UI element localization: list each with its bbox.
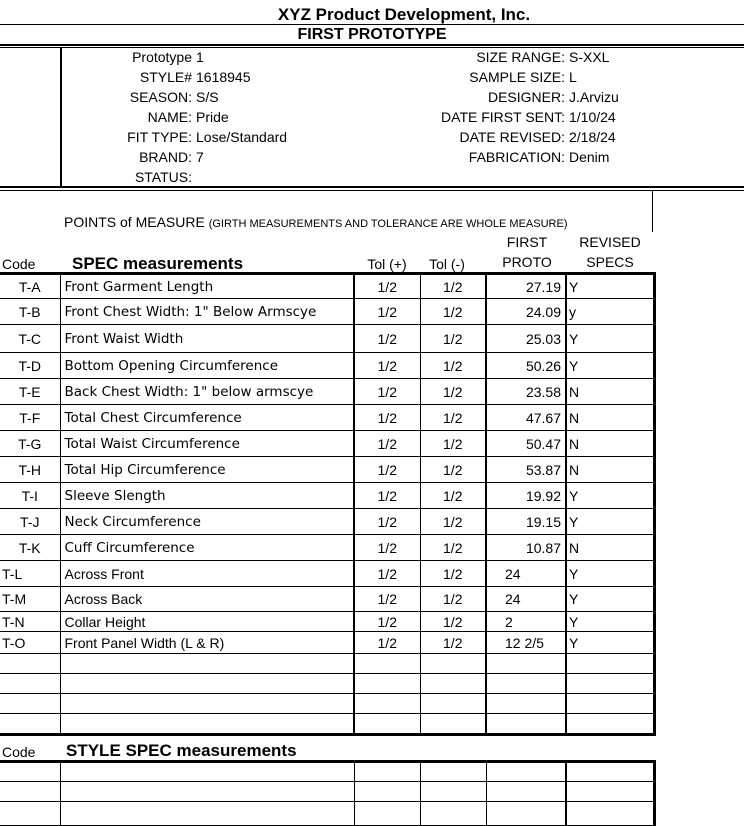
spec-tol-plus: 1/2: [354, 509, 420, 535]
col-header-proto: PROTO: [502, 254, 552, 270]
col-header-revised: REVISED: [579, 234, 641, 250]
info-right-value: Denim: [569, 149, 610, 165]
info-right-value: S-XXL: [569, 49, 610, 65]
spec-revised: Y: [566, 587, 654, 612]
spec-row: [0, 535, 654, 561]
spec-code: T-A: [0, 274, 60, 299]
spec-row-empty: [0, 654, 654, 674]
info-left-label: FIT TYPE:: [127, 129, 192, 145]
empty-cell: [0, 802, 60, 826]
spec-first-proto: 50.26: [486, 353, 566, 379]
info-left-value: 1618945: [196, 69, 251, 85]
empty-cell: [566, 654, 654, 674]
spec-tol-plus: 1/2: [354, 561, 420, 587]
style-col-header-code: Code: [2, 744, 36, 760]
spec-first-proto: 12 2/5: [486, 632, 566, 654]
empty-cell: [60, 654, 354, 674]
info-left-value: Lose/Standard: [196, 129, 288, 145]
spec-tol-plus: 1/2: [354, 535, 420, 561]
spec-revised: Y: [566, 561, 654, 587]
empty-cell: [60, 714, 354, 735]
empty-cell: [0, 654, 60, 674]
info-left-label: STYLE#: [139, 69, 192, 85]
document-title: FIRST PROTOTYPE: [297, 26, 447, 43]
spec-tol-plus: 1/2: [354, 457, 420, 483]
spec-tol-minus: 1/2: [420, 483, 486, 509]
empty-cell: [486, 674, 566, 694]
spec-tol-minus: 1/2: [420, 274, 486, 299]
spec-first-proto: 23.58: [486, 379, 566, 405]
info-left-label: STATUS:: [134, 169, 192, 185]
spec-row: [0, 483, 654, 509]
info-left-value: S/S: [196, 89, 219, 105]
pom-note: (GIRTH MEASUREMENTS AND TOLERANCE ARE WHOLE MEASURE): [208, 218, 568, 230]
spec-first-proto: 2: [486, 612, 566, 632]
spec-first-proto: 47.67: [486, 405, 566, 431]
spec-description: Front Panel Width (L & R): [60, 632, 354, 654]
spec-first-proto: 10.87: [486, 535, 566, 561]
spec-description: Front Waist Width: [60, 325, 354, 353]
spec-tol-plus: 1/2: [354, 353, 420, 379]
info-right-label: DATE FIRST SENT:: [441, 109, 565, 125]
info-right-value: 2/18/24: [569, 129, 616, 145]
spec-row: [0, 274, 654, 299]
spec-row: [0, 632, 654, 654]
spec-tol-minus: 1/2: [420, 509, 486, 535]
style-spec-row: [0, 762, 654, 782]
spec-description: Back Chest Width: 1" below armscye: [60, 379, 354, 405]
spec-revised: N: [566, 405, 654, 431]
spec-tol-plus: 1/2: [354, 405, 420, 431]
col-header-specs: SPECS: [586, 254, 634, 270]
spec-revised: Y: [566, 483, 654, 509]
empty-cell: [486, 782, 566, 802]
spec-revised: N: [566, 379, 654, 405]
spec-tol-plus: 1/2: [354, 612, 420, 632]
empty-cell: [566, 782, 654, 802]
spec-row: [0, 509, 654, 535]
spec-tol-minus: 1/2: [420, 587, 486, 612]
spec-row-empty: [0, 714, 654, 735]
empty-cell: [420, 694, 486, 714]
divider: [0, 47, 744, 48]
spec-tol-plus: 1/2: [354, 379, 420, 405]
spec-first-proto: 25.03: [486, 325, 566, 353]
empty-cell: [420, 714, 486, 735]
spec-code: T-I: [0, 483, 60, 509]
spec-description: Total Hip Circumference: [60, 457, 354, 483]
spec-first-proto: 19.92: [486, 483, 566, 509]
spec-tol-minus: 1/2: [420, 325, 486, 353]
style-spec-table: [0, 760, 656, 826]
spec-row: [0, 353, 654, 379]
spec-row: [0, 561, 654, 587]
empty-cell: [0, 782, 60, 802]
empty-cell: [0, 674, 60, 694]
spec-revised: y: [566, 299, 654, 325]
empty-cell: [420, 654, 486, 674]
empty-cell: [486, 654, 566, 674]
empty-cell: [486, 802, 566, 826]
spec-first-proto: 27.19: [486, 274, 566, 299]
info-left-label: BRAND:: [139, 149, 192, 165]
spec-code: T-B: [0, 299, 60, 325]
info-right-label: SAMPLE SIZE:: [469, 69, 565, 85]
empty-cell: [354, 762, 420, 782]
spec-tol-plus: 1/2: [354, 274, 420, 299]
spec-description: Collar Height: [60, 612, 354, 632]
spec-code: T-G: [0, 431, 60, 457]
spec-revised: Y: [566, 612, 654, 632]
col-header-code: Code: [2, 256, 36, 272]
spec-tol-minus: 1/2: [420, 353, 486, 379]
style-spec-row: [0, 802, 654, 826]
spec-tol-plus: 1/2: [354, 325, 420, 353]
spec-description: Neck Circumference: [60, 509, 354, 535]
empty-cell: [0, 694, 60, 714]
empty-cell: [420, 762, 486, 782]
spec-revised: Y: [566, 274, 654, 299]
spec-description: Bottom Opening Circumference: [60, 353, 354, 379]
empty-cell: [60, 694, 354, 714]
spec-first-proto: 53.87: [486, 457, 566, 483]
spec-tol-minus: 1/2: [420, 632, 486, 654]
info-left-border: [60, 48, 62, 186]
divider: [0, 190, 744, 191]
spec-revised: Y: [566, 509, 654, 535]
info-left-value: 7: [196, 149, 204, 165]
spec-tol-plus: 1/2: [354, 483, 420, 509]
info-left-label: Prototype: [132, 49, 192, 65]
spec-tol-minus: 1/2: [420, 405, 486, 431]
empty-cell: [566, 714, 654, 735]
empty-cell: [354, 782, 420, 802]
info-left-value: Pride: [196, 109, 229, 125]
spec-row: [0, 379, 654, 405]
empty-cell: [420, 674, 486, 694]
spec-code: T-O: [0, 632, 60, 654]
spec-code: T-J: [0, 509, 60, 535]
col-header-first: FIRST: [506, 234, 548, 250]
empty-cell: [354, 674, 420, 694]
spec-row-empty: [0, 674, 654, 694]
spec-row: [0, 325, 654, 353]
info-right-label: FABRICATION:: [468, 149, 565, 165]
spec-code: T-D: [0, 353, 60, 379]
spec-first-proto: 24.09: [486, 299, 566, 325]
spec-tol-minus: 1/2: [420, 561, 486, 587]
spec-row: [0, 612, 654, 632]
divider: [652, 191, 653, 232]
pom-title: [64, 214, 568, 230]
company-name: XYZ Product Development, Inc.: [277, 5, 531, 24]
empty-cell: [60, 782, 354, 802]
spec-code: T-F: [0, 405, 60, 431]
spec-tol-minus: 1/2: [420, 431, 486, 457]
spec-first-proto: 24: [486, 561, 566, 587]
empty-cell: [354, 694, 420, 714]
spec-description: Sleeve Slength: [60, 483, 354, 509]
spec-description: Total Chest Circumference: [60, 405, 354, 431]
spec-row: [0, 299, 654, 325]
spec-tol-plus: 1/2: [354, 632, 420, 654]
spec-code: T-K: [0, 535, 60, 561]
spec-row: [0, 405, 654, 431]
divider: [0, 186, 744, 188]
info-right-label: DESIGNER:: [487, 89, 565, 105]
spec-description: Cuff Circumference: [60, 535, 354, 561]
spec-row: [0, 457, 654, 483]
spec-first-proto: 19.15: [486, 509, 566, 535]
spec-tol-plus: 1/2: [354, 587, 420, 612]
empty-cell: [566, 674, 654, 694]
spec-row-empty: [0, 694, 654, 714]
spec-revised: Y: [566, 353, 654, 379]
spec-tol-plus: 1/2: [354, 299, 420, 325]
spec-description: Across Front: [60, 561, 354, 587]
empty-cell: [486, 762, 566, 782]
spec-first-proto: 50.47: [486, 431, 566, 457]
spec-code: T-L: [0, 561, 60, 587]
empty-cell: [0, 714, 60, 735]
spec-code: T-N: [0, 612, 60, 632]
spec-tol-minus: 1/2: [420, 379, 486, 405]
info-left-label: SEASON:: [129, 89, 192, 105]
divider: [0, 44, 744, 46]
spec-first-proto: 24: [486, 587, 566, 612]
spec-tol-minus: 1/2: [420, 612, 486, 632]
spec-code: T-H: [0, 457, 60, 483]
empty-cell: [486, 694, 566, 714]
spec-code: T-C: [0, 325, 60, 353]
info-right-value: L: [569, 69, 577, 85]
spec-revised: N: [566, 457, 654, 483]
spec-description: Front Garment Length: [60, 274, 354, 299]
divider: [0, 24, 744, 25]
empty-cell: [566, 694, 654, 714]
empty-cell: [0, 762, 60, 782]
empty-cell: [420, 782, 486, 802]
style-spec-row: [0, 782, 654, 802]
spec-tol-minus: 1/2: [420, 457, 486, 483]
col-header-tol-plus: Tol (+): [367, 256, 407, 272]
col-header-spec: SPEC measurements: [72, 254, 244, 273]
empty-cell: [354, 714, 420, 735]
spec-revised: N: [566, 535, 654, 561]
spec-table: [0, 272, 656, 736]
spec-row: [0, 587, 654, 612]
info-right-value: J.Arvizu: [569, 89, 619, 105]
info-left-value: 1: [196, 49, 204, 65]
info-right-label: SIZE RANGE:: [476, 49, 565, 65]
empty-cell: [566, 802, 654, 826]
spec-revised: N: [566, 431, 654, 457]
spec-description: Front Chest Width: 1" Below Armscye: [60, 299, 354, 325]
col-header-tol-minus: Tol (-): [429, 256, 465, 272]
empty-cell: [60, 674, 354, 694]
empty-cell: [486, 714, 566, 735]
empty-cell: [60, 762, 354, 782]
empty-cell: [354, 654, 420, 674]
spec-tol-plus: 1/2: [354, 431, 420, 457]
spec-description: Total Waist Circumference: [60, 431, 354, 457]
empty-cell: [566, 762, 654, 782]
spec-description: Across Back: [60, 587, 354, 612]
info-left-label: NAME:: [147, 109, 192, 125]
spec-tol-minus: 1/2: [420, 535, 486, 561]
spec-revised: Y: [566, 632, 654, 654]
pom-title-text: POINTS of MEASURE: [64, 214, 205, 230]
style-spec-title: STYLE SPEC measurements: [66, 741, 297, 760]
info-right-label: DATE REVISED:: [459, 129, 565, 145]
spec-row: [0, 431, 654, 457]
empty-cell: [420, 802, 486, 826]
spec-tol-minus: 1/2: [420, 299, 486, 325]
spec-code: T-E: [0, 379, 60, 405]
info-right-value: 1/10/24: [569, 109, 616, 125]
empty-cell: [354, 802, 420, 826]
spec-revised: Y: [566, 325, 654, 353]
empty-cell: [60, 802, 354, 826]
spec-code: T-M: [0, 587, 60, 612]
